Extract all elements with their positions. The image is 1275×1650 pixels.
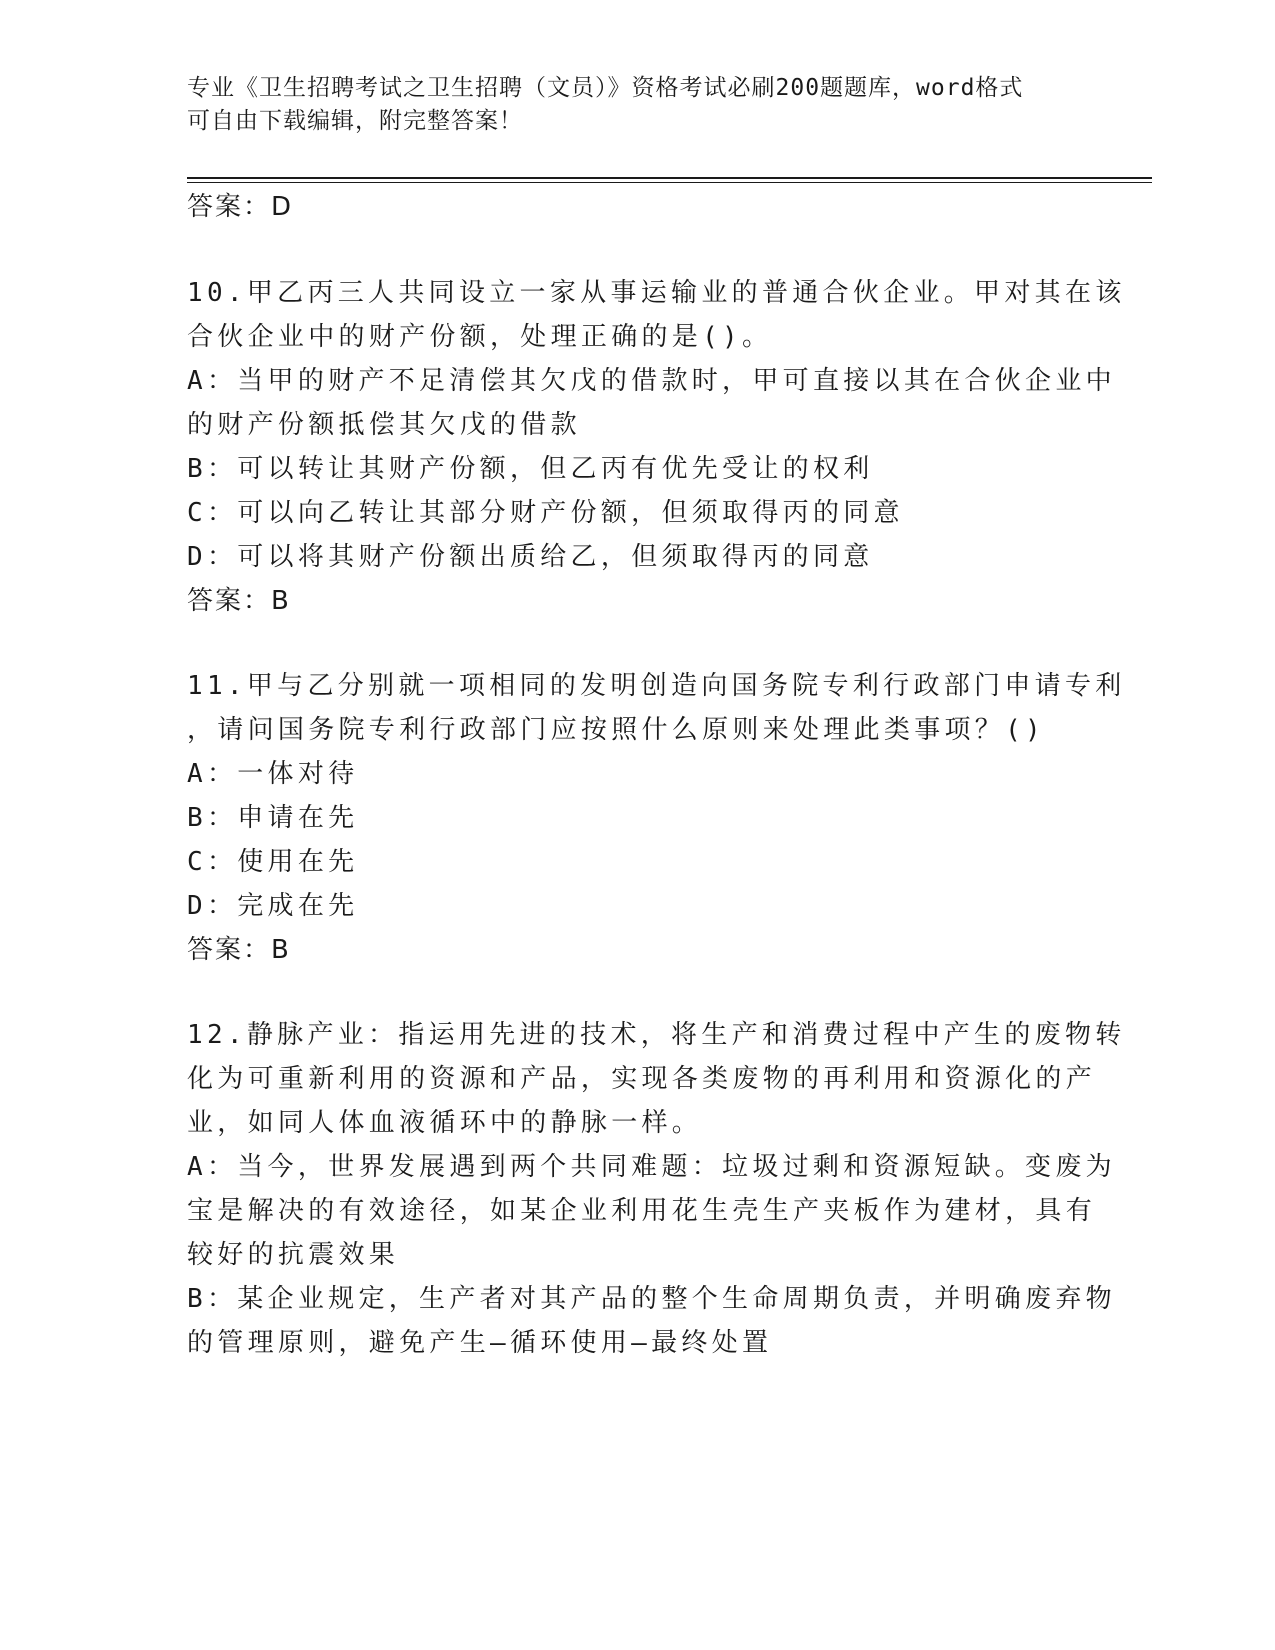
q11-option-c: C：使用在先	[187, 847, 359, 877]
q11-stem-line-1: 11.甲与乙分别就一项相同的发明创造向国务院专利行政部门申请专利	[187, 671, 1126, 701]
q12-option-b-line-1: B：某企业规定，生产者对其产品的整个生命周期负责，并明确废弃物	[187, 1284, 1116, 1314]
q10-option-c: C：可以向乙转让其部分财产份额，但须取得丙的同意	[187, 498, 904, 528]
q11-option-d: D：完成在先	[187, 891, 359, 921]
q12-option-a-line-1: A：当今，世界发展遇到两个共同难题：垃圾过剩和资源短缺。变废为	[187, 1152, 1116, 1182]
q10-stem-line-1: 10.甲乙丙三人共同设立一家从事运输业的普通合伙企业。甲对其在该	[187, 278, 1126, 308]
q11-option-a: A：一体对待	[187, 759, 359, 789]
q10-option-a-line-2: 的财产份额抵偿其欠戊的借款	[187, 410, 581, 440]
header-rule-thick	[187, 177, 1152, 179]
q11-answer: 答案：B	[187, 935, 291, 965]
q10-option-d: D：可以将其财产份额出质给乙，但须取得丙的同意	[187, 542, 874, 572]
previous-answer: 答案：D	[187, 192, 294, 222]
q12-option-a-line-3: 较好的抗震效果	[187, 1240, 400, 1270]
q12-stem-line-3: 业，如同人体血液循环中的静脉一样。	[187, 1108, 703, 1138]
q10-option-b: B：可以转让其财产份额，但乙丙有优先受让的权利	[187, 454, 874, 484]
q12-stem-line-1: 12.静脉产业：指运用先进的技术，将生产和消费过程中产生的废物转	[187, 1020, 1126, 1050]
header-line-1: 专业《卫生招聘考试之卫生招聘（文员）》资格考试必刷200题题库，word格式	[187, 75, 1024, 101]
q10-stem-line-2: 合伙企业中的财产份额，处理正确的是()。	[187, 322, 773, 352]
header-line-2: 可自由下载编辑，附完整答案！	[187, 108, 523, 134]
q11-stem-line-2: ，请问国务院专利行政部门应按照什么原则来处理此类事项？()	[187, 715, 1046, 745]
q12-option-a-line-2: 宝是解决的有效途径，如某企业利用花生壳生产夹板作为建材，具有	[187, 1196, 1097, 1226]
q10-answer: 答案：B	[187, 586, 291, 616]
q12-stem-line-2: 化为可重新利用的资源和产品，实现各类废物的再利用和资源化的产	[187, 1064, 1097, 1094]
q10-option-a-line-1: A：当甲的财产不足清偿其欠戊的借款时，甲可直接以其在合伙企业中	[187, 366, 1116, 396]
q11-option-b: B：申请在先	[187, 803, 359, 833]
header-rule-thin	[187, 182, 1152, 183]
document-header	[187, 72, 1067, 138]
q12-option-b-line-2: 的管理原则，避免产生—循环使用—最终处置	[187, 1328, 773, 1358]
